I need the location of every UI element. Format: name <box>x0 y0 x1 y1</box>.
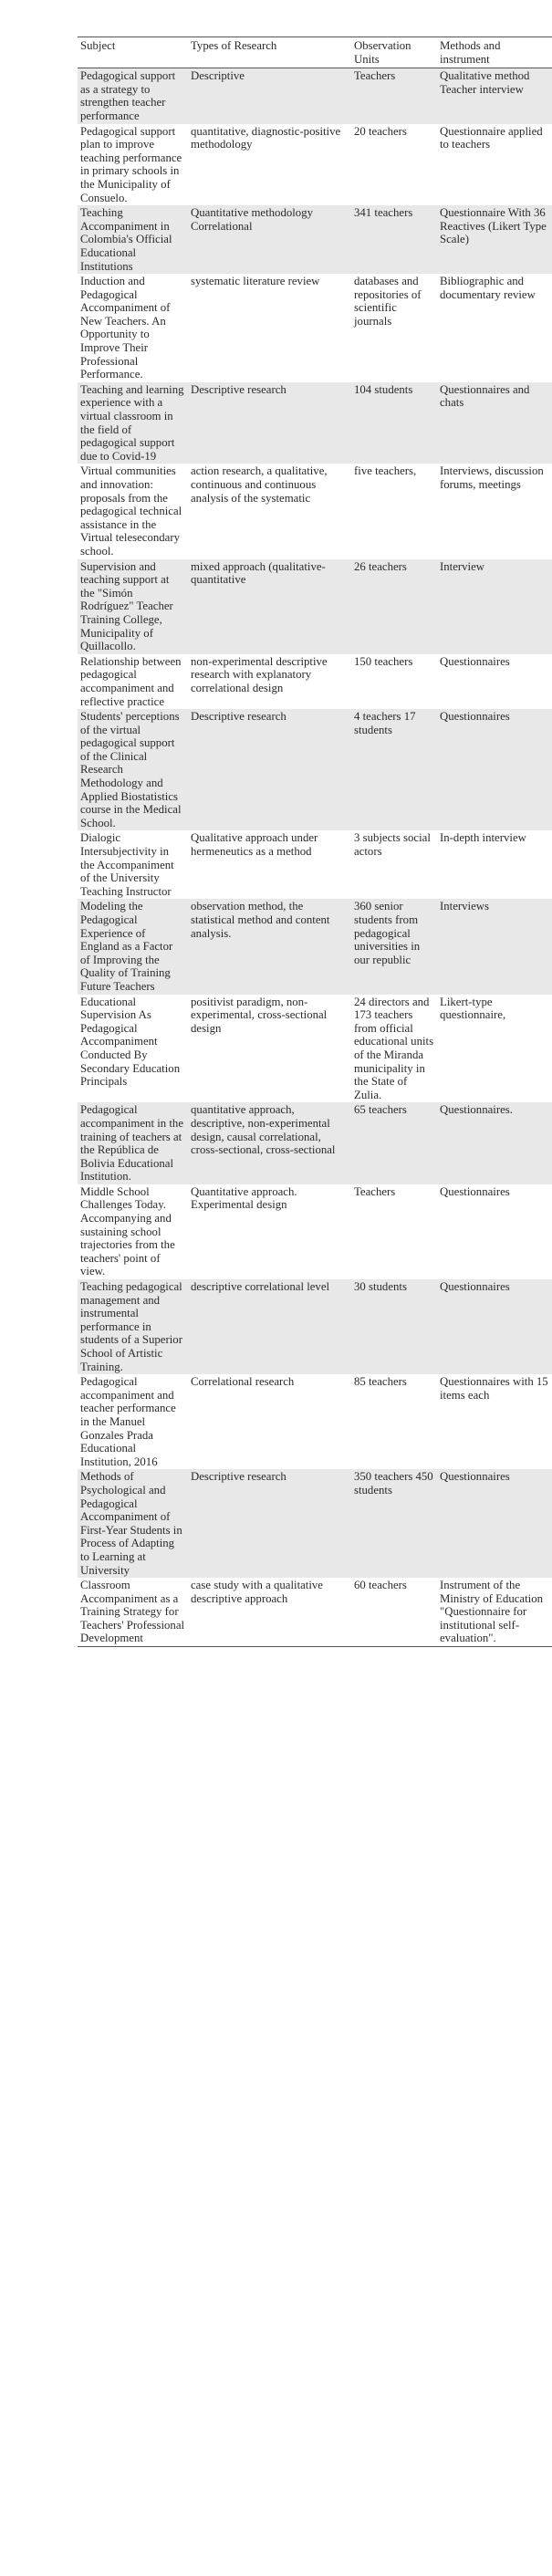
cell-methods-and-instrument: Questionnaires <box>440 1280 510 1294</box>
cell-methods-and-instrument: Interviews <box>440 900 490 913</box>
cell-methods-and-instrument: Questionnaires and chats <box>440 382 530 410</box>
cell-types-of-research: systematic literature review <box>191 275 320 288</box>
cell-observation-units: 24 directors and 173 teachers from official educational units of the Miranda municipality in the State of Zulia. <box>354 995 434 1101</box>
cell-subject: Relationship between pedagogical accompaniment and reflective practice <box>80 654 182 708</box>
cell-observation-units: databases and repositories of scientific journals <box>354 275 422 328</box>
cell-subject: Pedagogical support plan to improve teaching performance in primary schools in the Municipality of Consuelo. <box>80 124 182 204</box>
header-types-of-research: Types of Research <box>191 39 277 52</box>
cell-subject: Educational Supervision As Pedagogical Accompaniment Conducted By Secondary Education Principals <box>80 995 181 1089</box>
cell-observation-units: Teachers <box>354 1184 396 1198</box>
cell-types-of-research: Descriptive research <box>191 1470 286 1484</box>
table-row <box>78 995 552 1103</box>
table-row <box>78 464 552 558</box>
table-row <box>78 1578 552 1646</box>
table-row <box>78 1102 552 1184</box>
cell-methods-and-instrument: Questionnaires <box>440 1184 510 1198</box>
cell-observation-units: 150 teachers <box>354 654 413 668</box>
cell-observation-units: Teachers <box>354 69 396 83</box>
cell-subject: Methods of Psychological and Pedagogical Accompaniment of First-Year Students in Process of Adapting to Learning at University <box>80 1470 182 1577</box>
cell-subject: Pedagogical accompaniment in the training of teachers at the República de Bolivia Educational Institution. <box>80 1103 183 1184</box>
cell-subject: Teaching and learning experience with a virtual classroom in the field of pedagogical support due to Covid-19 <box>80 382 184 463</box>
cell-subject: Pedagogical accompaniment and teacher performance in the Manuel Gonzales Prada Educational Institution, 2016 <box>80 1375 176 1468</box>
cell-types-of-research: Qualitative approach under hermeneutics as a method <box>191 831 318 859</box>
header-observation-units: Observation Units <box>354 39 411 66</box>
cell-types-of-research: quantitative, diagnostic-positive methodology <box>191 124 341 151</box>
table-row <box>78 274 552 382</box>
cell-subject: Induction and Pedagogical Accompaniment of New Teachers. An Opportunity to Improve Their Professional Performance. <box>80 275 171 381</box>
cell-methods-and-instrument: Likert-type questionnaire, <box>440 995 506 1022</box>
cell-methods-and-instrument: Questionnaire With 36 Reactives (Likert Type Scale) <box>440 206 547 246</box>
cell-observation-units: 85 teachers <box>354 1375 407 1389</box>
cell-subject: Classroom Accompaniment as a Training Strategy for Teachers' Professional Development <box>80 1579 185 1645</box>
cell-observation-units: 3 subjects social actors <box>354 831 431 859</box>
table-row <box>78 830 552 899</box>
cell-observation-units: five teachers, <box>354 464 417 478</box>
table-row <box>78 382 552 464</box>
cell-types-of-research: Descriptive <box>191 69 245 83</box>
cell-observation-units: 26 teachers <box>354 559 407 573</box>
cell-methods-and-instrument: Bibliographic and documentary review <box>440 275 536 301</box>
cell-methods-and-instrument: Interview <box>440 559 485 573</box>
cell-types-of-research: non-experimental descriptive research with explanatory correlational design <box>191 654 328 694</box>
table-row <box>78 1469 552 1578</box>
cell-types-of-research: Quantitative methodology Correlational <box>191 206 313 233</box>
cell-observation-units: 341 teachers <box>354 206 413 220</box>
header-row <box>78 37 552 68</box>
table-row <box>78 1279 552 1374</box>
research-table-container <box>78 37 552 1647</box>
table-row <box>78 1184 552 1279</box>
cell-subject: Pedagogical support as a strategy to strengthen teacher performance <box>80 69 176 122</box>
table-row <box>78 654 552 709</box>
cell-methods-and-instrument: Interviews, discussion forums, meetings <box>440 464 544 491</box>
cell-types-of-research: observation method, the statistical method and content analysis. <box>191 900 330 940</box>
cell-subject: Teaching pedagogical management and instrumental performance in students of a Superior School of Artistic Training. <box>80 1280 182 1373</box>
cell-subject: Middle School Challenges Today. Accompanying and sustaining school trajectories from the teachers' point of view. <box>80 1184 175 1278</box>
cell-observation-units: 104 students <box>354 382 413 396</box>
cell-types-of-research: case study with a qualitative descriptive approach <box>191 1579 323 1605</box>
cell-observation-units: 65 teachers <box>354 1103 407 1117</box>
research-table <box>78 37 552 1647</box>
cell-subject: Modeling the Pedagogical Experience of England as a Factor of Improving the Quality of Training Future Teachers <box>80 900 173 993</box>
cell-types-of-research: quantitative approach, descriptive, non-experimental design, causal correlational, cross-sectional, cross-sectional <box>191 1103 336 1157</box>
cell-methods-and-instrument: Questionnaires <box>440 654 510 668</box>
cell-types-of-research: action research, a qualitative, continuous and continuous analysis of the systematic <box>191 464 328 505</box>
cell-observation-units: 20 teachers <box>354 124 407 138</box>
cell-methods-and-instrument: Instrument of the Ministry of Education "Questionnaire for institutional self-evaluation". <box>440 1579 544 1645</box>
cell-methods-and-instrument: Questionnaires. <box>440 1103 513 1117</box>
cell-methods-and-instrument: Questionnaires <box>440 1470 510 1484</box>
cell-types-of-research: Descriptive research <box>191 710 286 724</box>
cell-subject: Dialogic Intersubjectivity in the Accompaniment of the University Teaching Instructor <box>80 831 174 898</box>
cell-types-of-research: descriptive correlational level <box>191 1280 330 1294</box>
header-methods-and-instrument: Methods and instrument <box>440 39 501 66</box>
cell-subject: Teaching Accompaniment in Colombia's Official Educational Institutions <box>80 206 172 273</box>
cell-observation-units: 30 students <box>354 1280 407 1294</box>
cell-subject: Students' perceptions of the virtual pedagogical support of the Clinical Research Methodology and Applied Biostatistics course in the Medical School. <box>80 710 182 829</box>
cell-methods-and-instrument: Questionnaires <box>440 710 510 724</box>
cell-observation-units: 60 teachers <box>354 1579 407 1592</box>
table-row <box>78 709 552 830</box>
cell-observation-units: 4 teachers 17 students <box>354 710 416 736</box>
table-row <box>78 899 552 994</box>
cell-types-of-research: positivist paradigm, non-experimental, cross-sectional design <box>191 995 328 1035</box>
cell-observation-units: 360 senior students from pedagogical universities in our republic <box>354 900 421 966</box>
cell-methods-and-instrument: In-depth interview <box>440 831 526 845</box>
cell-types-of-research: Descriptive research <box>191 382 286 396</box>
cell-types-of-research: Quantitative approach. Experimental design <box>191 1184 297 1212</box>
table-row <box>78 205 552 274</box>
table-row <box>78 1374 552 1469</box>
cell-types-of-research: mixed approach (qualitative-quantitative <box>191 559 326 587</box>
header-subject: Subject <box>80 39 116 52</box>
cell-subject: Virtual communities and innovation: proposals from the pedagogical technical assistance in the Virtual telesecondary school. <box>80 464 182 558</box>
table-row <box>78 559 552 654</box>
table-row <box>78 68 552 124</box>
cell-methods-and-instrument: Questionnaires with 15 items each <box>440 1375 548 1402</box>
cell-types-of-research: Correlational research <box>191 1375 295 1389</box>
cell-methods-and-instrument: Qualitative method Teacher interview <box>440 69 530 96</box>
cell-methods-and-instrument: Questionnaire applied to teachers <box>440 124 543 151</box>
table-row <box>78 124 552 206</box>
cell-observation-units: 350 teachers 450 students <box>354 1470 433 1497</box>
table-body <box>78 68 552 1647</box>
table-header <box>78 37 552 68</box>
cell-subject: Supervision and teaching support at the "Simón Rodríguez" Teacher Training College, Municipality of Quillacollo. <box>80 559 173 653</box>
